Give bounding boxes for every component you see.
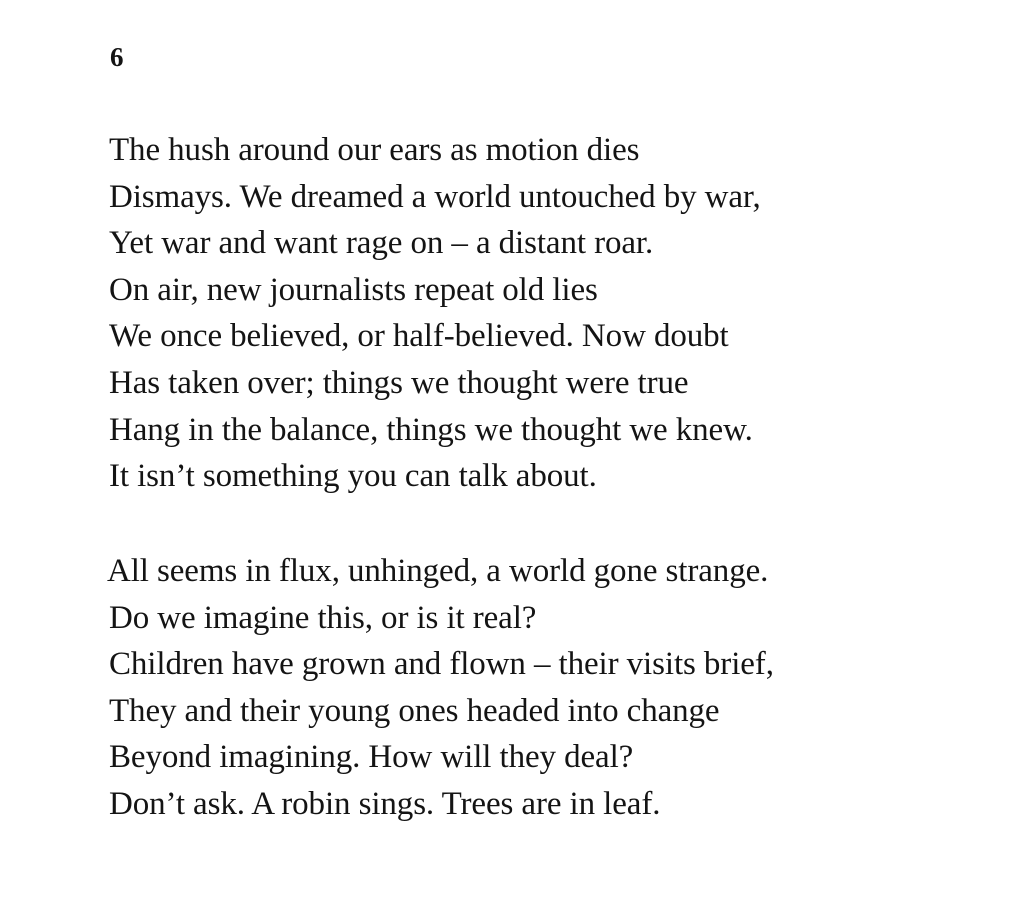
- verse-line: They and their young ones headed into change: [109, 692, 720, 729]
- verse-line: Don’t ask. A robin sings. Trees are in leaf.: [109, 785, 661, 822]
- verse-line: Do we imagine this, or is it real?: [109, 599, 537, 636]
- verse-line: All seems in flux, unhinged, a world gone strange.: [107, 553, 769, 589]
- verse-line: The hush around our ears as motion dies: [109, 132, 640, 168]
- stanza-2: [109, 548, 774, 828]
- verse-line: Beyond imagining. How will they deal?: [109, 739, 634, 776]
- verse-line: It isn’t something you can talk about.: [109, 458, 597, 495]
- verse-line: Hang in the balance, things we thought we knew.: [109, 411, 753, 448]
- verse-line: Yet war and want rage on – a distant roar.: [109, 225, 654, 262]
- verse-line: On air, new journalists repeat old lies: [109, 271, 598, 308]
- verse-line: We once believed, or half-believed. Now doubt: [109, 318, 729, 355]
- poem-number: 6: [110, 42, 124, 72]
- verse-line: Has taken over; things we thought were true: [109, 364, 689, 401]
- verse-line: Dismays. We dreamed a world untouched by war,: [109, 178, 761, 215]
- stanza-1: [109, 127, 761, 500]
- verse-line: Children have grown and flown – their visits brief,: [109, 646, 774, 683]
